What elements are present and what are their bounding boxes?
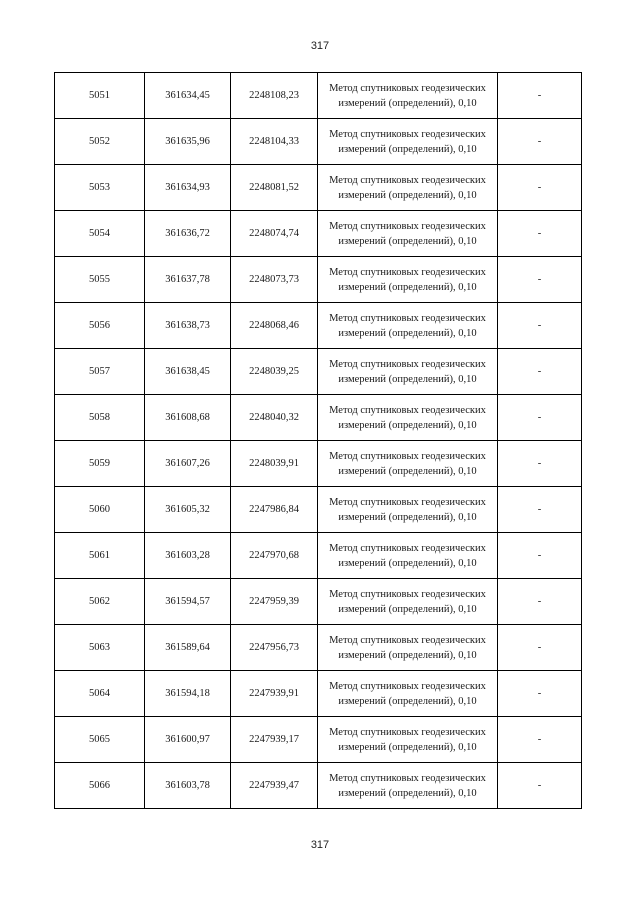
method-cell <box>318 487 498 533</box>
extra-cell: - <box>498 211 582 257</box>
x-coordinate-cell: 361637,78 <box>145 257 231 303</box>
method-text: Метод спутниковых геодезических измерений (определений), 0,10 <box>329 588 486 615</box>
y-coordinate-cell: 2248040,32 <box>231 395 318 441</box>
extra-cell: - <box>498 257 582 303</box>
point-number-cell: 5051 <box>55 73 145 119</box>
x-coordinate-cell: 361603,28 <box>145 533 231 579</box>
extra-cell: - <box>498 717 582 763</box>
x-coordinate-cell: 361603,78 <box>145 763 231 809</box>
point-number-cell: 5065 <box>55 717 145 763</box>
table-row <box>55 73 582 119</box>
y-coordinate-cell: 2248039,25 <box>231 349 318 395</box>
y-coordinate-cell: 2247956,73 <box>231 625 318 671</box>
x-coordinate-cell: 361607,26 <box>145 441 231 487</box>
y-coordinate-cell: 2248081,52 <box>231 165 318 211</box>
extra-cell: - <box>498 671 582 717</box>
extra-cell: - <box>498 165 582 211</box>
method-text: Метод спутниковых геодезических измерений (определений), 0,10 <box>329 496 486 523</box>
method-cell <box>318 349 498 395</box>
method-text: Метод спутниковых геодезических измерений (определений), 0,10 <box>329 82 486 109</box>
extra-cell: - <box>498 763 582 809</box>
table-row <box>55 349 582 395</box>
point-number-cell: 5064 <box>55 671 145 717</box>
extra-cell: - <box>498 395 582 441</box>
extra-cell: - <box>498 349 582 395</box>
method-text: Метод спутниковых геодезических измерений (определений), 0,10 <box>329 634 486 661</box>
x-coordinate-cell: 361638,45 <box>145 349 231 395</box>
method-cell <box>318 119 498 165</box>
y-coordinate-cell: 2248073,73 <box>231 257 318 303</box>
table-row <box>55 165 582 211</box>
extra-cell: - <box>498 303 582 349</box>
x-coordinate-cell: 361600,97 <box>145 717 231 763</box>
method-cell <box>318 441 498 487</box>
method-cell <box>318 579 498 625</box>
y-coordinate-cell: 2248068,46 <box>231 303 318 349</box>
page-number-bottom: 317 <box>310 839 330 851</box>
table-row <box>55 579 582 625</box>
point-number-cell: 5063 <box>55 625 145 671</box>
point-number-cell: 5066 <box>55 763 145 809</box>
table-row <box>55 303 582 349</box>
method-cell <box>318 763 498 809</box>
method-text: Метод спутниковых геодезических измерений (определений), 0,10 <box>329 680 486 707</box>
method-text: Метод спутниковых геодезических измерений (определений), 0,10 <box>329 174 486 201</box>
point-number-cell: 5058 <box>55 395 145 441</box>
point-number-cell: 5059 <box>55 441 145 487</box>
extra-cell: - <box>498 533 582 579</box>
extra-cell: - <box>498 579 582 625</box>
method-cell <box>318 73 498 119</box>
x-coordinate-cell: 361634,93 <box>145 165 231 211</box>
table-row <box>55 625 582 671</box>
method-cell <box>318 211 498 257</box>
point-number-cell: 5056 <box>55 303 145 349</box>
y-coordinate-cell: 2247939,17 <box>231 717 318 763</box>
point-number-cell: 5061 <box>55 533 145 579</box>
y-coordinate-cell: 2247939,47 <box>231 763 318 809</box>
method-cell <box>318 671 498 717</box>
method-text: Метод спутниковых геодезических измерений (определений), 0,10 <box>329 404 486 431</box>
y-coordinate-cell: 2247939,91 <box>231 671 318 717</box>
method-cell <box>318 533 498 579</box>
table-row <box>55 717 582 763</box>
x-coordinate-cell: 361605,32 <box>145 487 231 533</box>
y-coordinate-cell: 2248039,91 <box>231 441 318 487</box>
method-cell <box>318 625 498 671</box>
point-number-cell: 5062 <box>55 579 145 625</box>
y-coordinate-cell: 2247970,68 <box>231 533 318 579</box>
method-text: Метод спутниковых геодезических измерений (определений), 0,10 <box>329 450 486 477</box>
x-coordinate-cell: 361638,73 <box>145 303 231 349</box>
method-cell <box>318 303 498 349</box>
x-coordinate-cell: 361589,64 <box>145 625 231 671</box>
table-row <box>55 257 582 303</box>
method-text: Метод спутниковых геодезических измерений (определений), 0,10 <box>329 726 486 753</box>
x-coordinate-cell: 361594,57 <box>145 579 231 625</box>
table-row <box>55 441 582 487</box>
extra-cell: - <box>498 487 582 533</box>
method-text: Метод спутниковых геодезических измерений (определений), 0,10 <box>329 220 486 247</box>
extra-cell: - <box>498 119 582 165</box>
method-cell <box>318 717 498 763</box>
page-number-top: 317 <box>310 40 330 52</box>
y-coordinate-cell: 2248074,74 <box>231 211 318 257</box>
extra-cell: - <box>498 625 582 671</box>
y-coordinate-cell: 2248108,23 <box>231 73 318 119</box>
extra-cell: - <box>498 441 582 487</box>
coordinates-table-body <box>55 73 582 809</box>
x-coordinate-cell: 361636,72 <box>145 211 231 257</box>
point-number-cell: 5060 <box>55 487 145 533</box>
method-text: Метод спутниковых геодезических измерений (определений), 0,10 <box>329 312 486 339</box>
extra-cell: - <box>498 73 582 119</box>
point-number-cell: 5052 <box>55 119 145 165</box>
coordinates-table <box>54 72 582 809</box>
y-coordinate-cell: 2248104,33 <box>231 119 318 165</box>
y-coordinate-cell: 2247986,84 <box>231 487 318 533</box>
table-row <box>55 395 582 441</box>
method-text: Метод спутниковых геодезических измерений (определений), 0,10 <box>329 772 486 799</box>
method-cell <box>318 395 498 441</box>
method-text: Метод спутниковых геодезических измерений (определений), 0,10 <box>329 266 486 293</box>
point-number-cell: 5053 <box>55 165 145 211</box>
table-row <box>55 211 582 257</box>
table-row <box>55 533 582 579</box>
point-number-cell: 5057 <box>55 349 145 395</box>
table-row <box>55 671 582 717</box>
y-coordinate-cell: 2247959,39 <box>231 579 318 625</box>
method-cell <box>318 257 498 303</box>
method-text: Метод спутниковых геодезических измерений (определений), 0,10 <box>329 542 486 569</box>
x-coordinate-cell: 361608,68 <box>145 395 231 441</box>
point-number-cell: 5054 <box>55 211 145 257</box>
method-cell <box>318 165 498 211</box>
table-row <box>55 763 582 809</box>
x-coordinate-cell: 361635,96 <box>145 119 231 165</box>
x-coordinate-cell: 361594,18 <box>145 671 231 717</box>
table-row <box>55 119 582 165</box>
method-text: Метод спутниковых геодезических измерений (определений), 0,10 <box>329 128 486 155</box>
method-text: Метод спутниковых геодезических измерений (определений), 0,10 <box>329 358 486 385</box>
point-number-cell: 5055 <box>55 257 145 303</box>
table-row <box>55 487 582 533</box>
x-coordinate-cell: 361634,45 <box>145 73 231 119</box>
